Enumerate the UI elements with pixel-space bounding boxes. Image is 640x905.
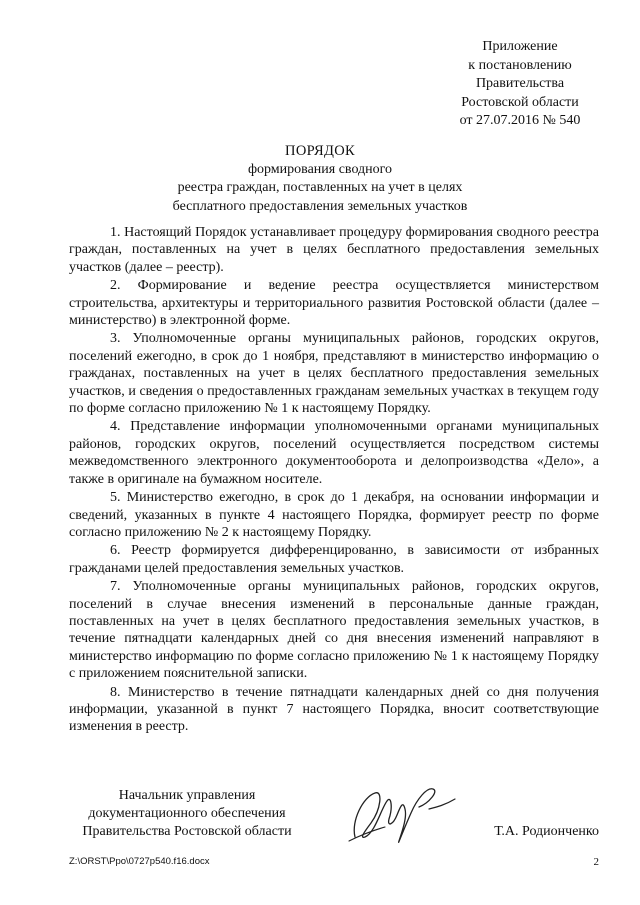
title-heading: ПОРЯДОК (285, 143, 355, 159)
file-path: Z:\ORST\Ppo\0727p540.f16.docx (69, 856, 210, 867)
signatory-name: Т.А. Родионченко (494, 824, 599, 839)
document-title (80, 142, 560, 216)
title-line: бесплатного предоставления земельных участков (172, 198, 468, 214)
paragraph-8: 8. Министерство в течение пятнадцати календарных дней со дня получения информации, указанной в пункт 7 настоящего Порядка, вносит соответствующие изменения в реестр. (69, 684, 599, 735)
annex-line: Приложение (482, 39, 558, 54)
paragraph-7: 7. Уполномоченные органы муниципальных районов, городских округов, поселений в случае внесения изменений в персональные данные граждан, поставленных на учет в целях бесплатного предоставления земельных участков, в течение пятнадцати календарных дней со дня внесения изменений направляют в министерство информацию по форме согласно приложению № 1 к настоящему Порядку с приложением пояснительной записки. (69, 579, 599, 682)
paragraph-5: 5. Министерство ежегодно, в срок до 1 декабря, на основании информации и сведений, указанных в пункте 4 настоящего Порядка, формирует реестр по форме согласно приложению № 2 к настоящему Порядку. (69, 490, 599, 540)
paragraph-3: 3. Уполномоченные органы муниципальных районов, городских округов, поселений ежегодно, в срок до 1 ноября, представляют в министерство информацию о гражданах, поставленных на учет в целях бесплатного предоставления земельных участков, и сведения о предоставленных гражданам земельных участках в текущем году по форме согласно приложению № 1 к настоящему Порядку. (69, 331, 599, 417)
document-body (69, 224, 599, 737)
annex-line: Ростовской области (461, 94, 579, 110)
signature-block (69, 787, 599, 847)
signatory-line: Правительства Ростовской области (82, 823, 292, 839)
paragraph-1: 1. Настоящий Порядок устанавливает процедуру формирования сводного реестра граждан, поставленных на учет в целях бесплатного предоставления земельных участков (далее – реестр). (69, 225, 599, 275)
annex-header (420, 38, 620, 131)
paragraph-6: 6. Реестр формируется дифференцированно, в зависимости от избранных гражданами целей предоставления земельных участков. (69, 543, 599, 576)
signatory-line: Начальник управления (118, 788, 256, 803)
annex-line: к постановлению (468, 57, 572, 73)
page-number: 2 (593, 856, 599, 868)
annex-line: Правительства (475, 76, 565, 91)
signatory-title (69, 787, 305, 840)
signatory-line: документационного обеспечения (88, 805, 286, 821)
paragraph-4: 4. Представление информации уполномоченными органами муниципальных районов, городских округов, поселений осуществляется посредством системы межведомственного электронного документооборота и делопроизводства «Дело», а также в оригинале на бумажном носителе. (69, 419, 599, 487)
annex-line: от 27.07.2016 № 540 (459, 113, 581, 128)
title-line: формирования сводного (247, 161, 393, 177)
paragraph-2: 2. Формирование и ведение реестра осуществляется министерством строительства, архитектуры и территориального развития Ростовской области (далее – министерство) в электронной форме. (69, 278, 599, 329)
title-line: реестра граждан, поставленных на учет в целях (177, 180, 463, 195)
handwritten-signature (341, 779, 461, 849)
